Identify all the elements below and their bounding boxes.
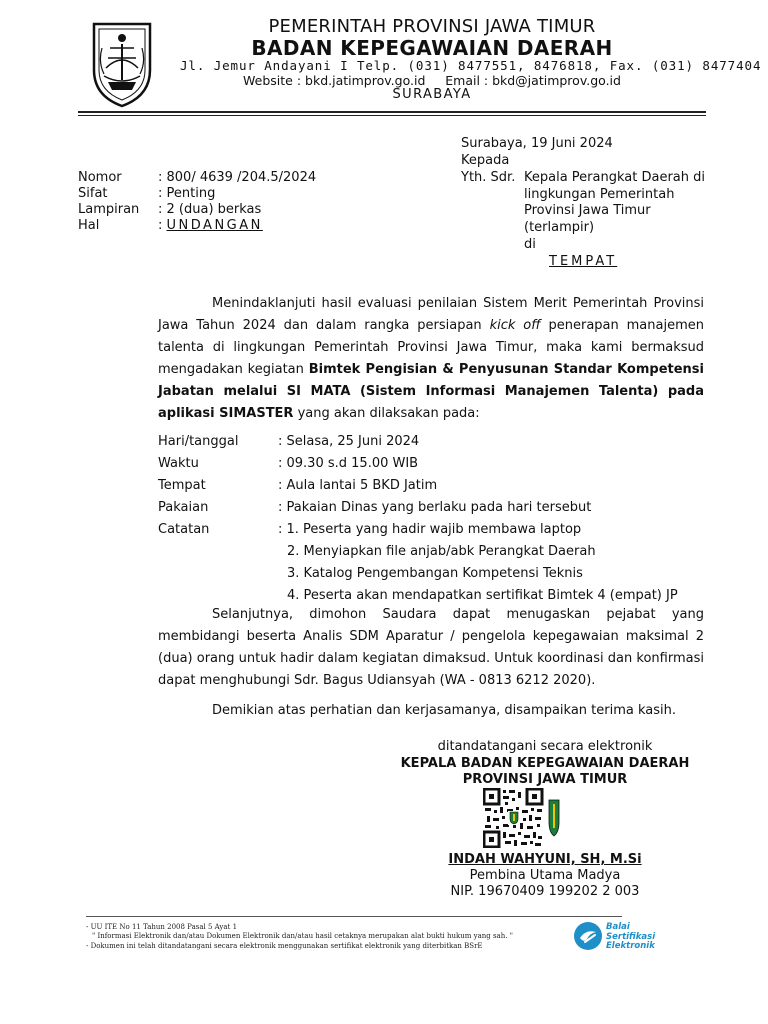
- signer-title-2: PROVINSI JAWA TIMUR: [462, 772, 628, 787]
- p1-text-start: Menindaklanjuti hasil evaluasi penilaian Sistem Merit Pemerintah Provinsi Jawa Tahun 2024 dan dalam rangka persiapan: [158, 296, 704, 333]
- bsre-label: [606, 923, 655, 952]
- detail-value: : 1. Peserta yang hadir wajib membawa laptop: [278, 522, 582, 537]
- recipient-line: Provinsi Jawa Timur: [524, 203, 651, 218]
- bsre-logo-icon: [573, 921, 603, 951]
- p2-text: Selanjutnya, dimohon Saudara dapat menugaskan pejabat yang membidangi beserta Analis SDM Aparatur / pengelola kepegawaian maksimal 2 (dua) orang untuk hadir dalam kegiatan dimaksud. Untuk koordinasi dan konfirmasi dapat menghubungi Sdr. Bagus Udiansyah (WA - 0813 6212 2020).: [158, 607, 704, 688]
- agency-contact: Website : bkd.jatimprov.go.id Email : bkd@jatimprov.go.id: [243, 73, 621, 88]
- signer-title-1: KEPALA BADAN KEPEGAWAIAN DAERAH: [400, 756, 690, 771]
- signer-name: INDAH WAHYUNI, SH, M.Si: [448, 852, 642, 867]
- bsre-label-line: Elektronik: [606, 941, 655, 951]
- detail-value: : 09.30 s.d 15.00 WIB: [278, 456, 419, 471]
- hal-value-row: [158, 218, 263, 234]
- lampiran-label: Lampiran: [78, 202, 140, 217]
- detail-label: Tempat: [158, 478, 206, 493]
- hal-value: UNDANGAN: [166, 218, 263, 233]
- bsre-label-line: Sertifikasi: [606, 931, 656, 942]
- body-paragraph-1: [158, 293, 704, 425]
- recipient-address: [524, 170, 714, 236]
- signer-name-row: [380, 851, 710, 868]
- p1-text-end: yang akan dilaksakan pada:: [293, 406, 480, 421]
- recipient-line: lingkungan Pemerintah: [524, 186, 675, 202]
- sifat-label: Sifat: [78, 186, 108, 201]
- government-name: PEMERINTAH PROVINSI JAWA TIMUR: [268, 16, 596, 37]
- bsre-label-line: Balai: [606, 922, 630, 932]
- detail-value: : Aula lantai 5 BKD Jatim: [278, 478, 438, 493]
- agency-city: SURABAYA: [392, 87, 472, 102]
- letterhead-divider: [78, 111, 706, 113]
- detail-label: Pakaian: [158, 500, 209, 515]
- nomor-label: Nomor: [78, 170, 122, 185]
- footer-law-quote: " Informasi Elektronik dan/atau Dokumen Elektronik dan/atau hasil cetaknya merupakan alat bukti hukum yang sah. ": [92, 932, 513, 940]
- note-item: 4. Peserta akan mendapatkan sertifikat Bimtek 4 (empat) JP: [287, 588, 678, 603]
- letterhead-divider-thin: [78, 115, 706, 116]
- detail-label: Hari/tanggal: [158, 434, 239, 449]
- signer-nip: NIP. 19670409 199202 2 003: [450, 884, 640, 899]
- agency-name: BADAN KEPEGAWAIAN DAERAH: [251, 36, 613, 60]
- detail-value: : Pakaian Dinas yang berlaku pada hari tersebut: [278, 500, 592, 515]
- recipient-line: Kepala Perangkat Daerah di: [524, 170, 705, 185]
- provincial-coat-of-arms-icon: [86, 18, 158, 108]
- p1-italic: kick off: [489, 318, 541, 333]
- kepada-label: Kepada: [461, 153, 510, 168]
- p1-bold-event: Bimtek Pengisian & Penyusunan Standar Kompetensi Jabatan melalui SI MATA (Sistem Informasi Manajemen Talenta) pada aplikasi SIMASTER: [158, 362, 704, 421]
- note-item: 3. Katalog Pengembangan Kompetensi Teknis: [287, 566, 583, 581]
- e-sign-note: ditandatangani secara elektronik: [437, 739, 653, 754]
- detail-label: Catatan: [158, 522, 210, 537]
- di-label: di: [524, 237, 536, 252]
- nomor-value: : 800/ 4639 /204.5/2024: [158, 170, 317, 185]
- tempat-label: TEMPAT: [549, 254, 618, 269]
- recipient-line: (terlampir): [524, 219, 595, 235]
- hal-label: Hal: [78, 218, 100, 233]
- signer-rank: Pembina Utama Madya: [469, 868, 621, 883]
- footer-divider: [86, 916, 622, 917]
- qr-code-icon: [483, 788, 561, 848]
- sifat-value: : Penting: [158, 186, 216, 201]
- place-date: Surabaya, 19 Juni 2024: [461, 136, 613, 151]
- lampiran-value: : 2 (dua) berkas: [158, 202, 262, 217]
- detail-label: Waktu: [158, 456, 199, 471]
- yth-label: Yth. Sdr.: [461, 170, 516, 185]
- p1-text-mid: penerapan manajemen talenta di lingkungan Pemerintah Provinsi Jawa Timur, maka kami bermaksud mengadakan kegiatan: [158, 318, 704, 377]
- body-paragraph-2: [158, 604, 704, 692]
- detail-value: : Selasa, 25 Juni 2024: [278, 434, 420, 449]
- note-item: 2. Menyiapkan file anjab/abk Perangkat Daerah: [287, 544, 596, 559]
- body-paragraph-3: [158, 700, 704, 722]
- hal-colon: :: [158, 218, 163, 233]
- footer-e-sign-statement: - Dokumen ini telah ditandatangani secara elektronik menggunakan sertifikat elektronik yang diterbitkan BSrE: [86, 942, 483, 950]
- p3-text: Demikian atas perhatian dan kerjasamanya, disampaikan terima kasih.: [212, 703, 676, 718]
- agency-address: Jl. Jemur Andayani I Telp. (031) 8477551, 8476818, Fax. (031) 8477404: [180, 58, 762, 73]
- footer-law-reference: - UU ITE No 11 Tahun 2008 Pasal 5 Ayat 1: [86, 923, 238, 931]
